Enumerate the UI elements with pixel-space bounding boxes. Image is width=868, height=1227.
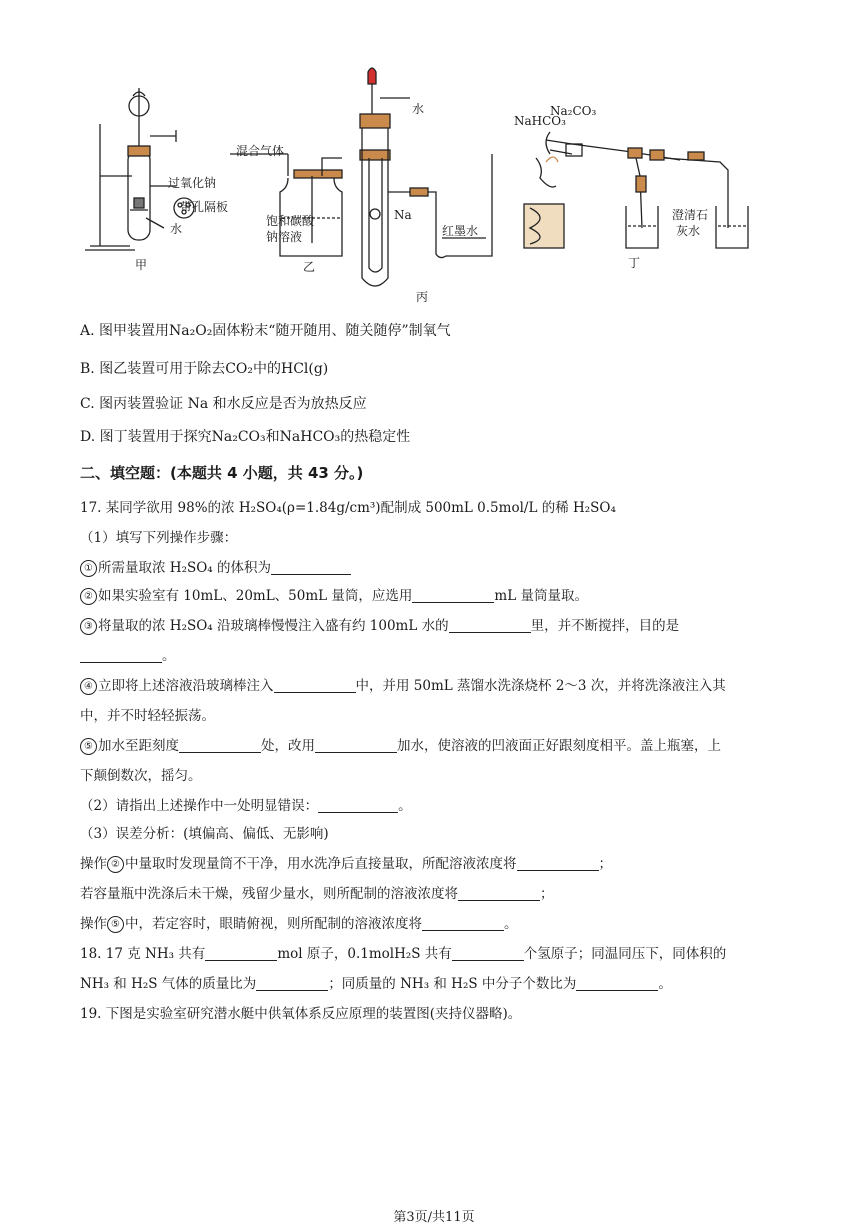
q17-step2: [80, 584, 588, 605]
error3-text: 中，若定容时，眼睛俯视，则所配制的溶液浓度将: [125, 916, 422, 932]
error1-end: ；: [598, 856, 612, 872]
step2-text: 如果实验室有 10mL、20mL、50mL 量筒，应选用: [98, 588, 413, 604]
step-number: ③: [80, 618, 97, 635]
answer-blank[interactable]: [576, 976, 658, 991]
q18-text-d: NH₃ 和 H₂S 气体的质量比为: [80, 976, 257, 992]
q19-stem: 19. 下图是实验室研究潜水艇中供氧体系反应原理的装置图(夹持仪器略)。: [80, 1006, 522, 1022]
apparatus-figure: [80, 58, 760, 308]
q17-step4-cont: 中，并不时轻轻振荡。: [80, 708, 215, 724]
label-na: Na: [394, 208, 412, 222]
label-ding: 丁: [628, 256, 641, 270]
error3-end: 。: [504, 916, 518, 932]
q18-text-a: 18. 17 克 NH₃ 共有: [80, 946, 206, 962]
answer-blank[interactable]: [205, 946, 277, 961]
part2-end: 。: [398, 798, 412, 814]
label-limewater-2: 灰水: [676, 224, 701, 238]
q18-text-b: mol 原子，0.1molH₂S 共有: [277, 946, 452, 962]
q17-step1: [80, 556, 351, 577]
answer-blank[interactable]: [517, 856, 599, 871]
answer-blank[interactable]: [271, 560, 351, 575]
q18-text-e: ；同质量的 NH₃ 和 H₂S 中分子个数比为: [328, 976, 577, 992]
q18-line1: [80, 942, 726, 962]
option-d: D. 图丁装置用于探究Na₂CO₃和NaHCO₃的热稳定性: [80, 429, 411, 445]
q17-step3-cont: [80, 644, 176, 664]
step-number: ④: [80, 678, 97, 695]
label-mixed-gas: 混合气体: [236, 144, 285, 158]
answer-blank[interactable]: [412, 588, 494, 603]
q17-stem: 17. 某同学欲用 98%的浓 H₂SO₄(ρ=1.84g/cm³)配制成 500mL 0.5mol/L 的稀 H₂SO₄: [80, 500, 616, 516]
page-footer: 第3页/共11页: [393, 1210, 475, 1225]
label-bing: 丙: [416, 290, 429, 304]
error2-text: 若容量瓶中洗涤后未干燥，残留少量水，则所配制的溶液浓度将: [80, 886, 458, 902]
step-number: ①: [80, 560, 97, 577]
answer-blank[interactable]: [422, 916, 504, 931]
q18-line2: [80, 972, 672, 992]
step-number: ②: [80, 588, 97, 605]
label-water-jia: 水: [170, 222, 183, 236]
step3-text: 将量取的浓 H₂SO₄ 沿玻璃棒慢慢注入盛有约 100mL 水的: [98, 618, 449, 634]
error2-end: ；: [540, 886, 554, 902]
q17-step4: [80, 674, 726, 695]
label-na2co3: Na₂CO₃: [550, 104, 597, 118]
section-heading: 二、填空题：(本题共 4 小题，共 43 分。): [80, 464, 364, 482]
step-number: ⑤: [107, 916, 124, 933]
q17-error1: [80, 852, 612, 873]
step5-text-tail: 加水，使溶液的凹液面正好跟刻度相平。盖上瓶塞，上: [397, 738, 721, 754]
option-b: B. 图乙装置可用于除去CO₂中的HCl(g): [80, 361, 329, 377]
q18-text-c: 个氢原子；同温同压下，同体积的: [523, 946, 727, 962]
step2-text-tail: mL 量筒量取。: [494, 588, 588, 604]
step3-end: 。: [162, 648, 176, 664]
step3-text-tail: 里，并不断搅拌，目的是: [530, 618, 680, 634]
label-yi: 乙: [303, 260, 316, 274]
label-porous-plate: 带孔隔板: [180, 200, 229, 214]
q18-text-f: 。: [658, 976, 672, 992]
step4-text-tail: 中，并用 50mL 蒸馏水洗涤烧杯 2～3 次，并将洗涤液注入其: [355, 678, 726, 694]
q17-step5-cont: 下颠倒数次，摇匀。: [80, 768, 202, 784]
q17-part2: [80, 794, 412, 814]
q17-part3: （3）误差分析：(填偏高、偏低、无影响): [80, 826, 329, 842]
answer-blank[interactable]: [256, 976, 328, 991]
step-number: ②: [107, 856, 124, 873]
option-a: A. 图甲装置用Na₂O₂固体粉末“随开随用、随关随停”制氧气: [80, 323, 451, 339]
answer-blank[interactable]: [449, 618, 531, 633]
q17-error3: [80, 912, 518, 933]
label-red-ink: 红墨水: [442, 224, 479, 238]
q17-step3: [80, 614, 679, 635]
q17-part1: （1）填写下列操作步骤：: [80, 530, 238, 546]
label-saturated: 饱和碳酸: [266, 214, 315, 228]
label-jia: 甲: [135, 258, 148, 272]
error1-prefix: 操作: [80, 856, 107, 872]
label-nahco3: NaHCO₃: [514, 114, 566, 128]
step-number: ⑤: [80, 738, 97, 755]
error1-text: 中量取时发现量筒不干净，用水洗净后直接量取，所配溶液浓度将: [125, 856, 517, 872]
answer-blank[interactable]: [80, 648, 162, 663]
option-c: C. 图丙装置验证 Na 和水反应是否为放热反应: [80, 396, 367, 412]
answer-blank[interactable]: [179, 738, 261, 753]
answer-blank[interactable]: [274, 678, 356, 693]
step4-text: 立即将上述溶液沿玻璃棒注入: [98, 678, 274, 694]
step5-text-mid: 处，改用: [261, 738, 315, 754]
label-sodium-solution: 钠溶液: [266, 230, 303, 244]
step5-text: 加水至距刻度: [98, 738, 179, 754]
error3-prefix: 操作: [80, 916, 107, 932]
q17-error2: [80, 882, 554, 902]
answer-blank[interactable]: [315, 738, 397, 753]
step1-text: 所需量取浓 H₂SO₄ 的体积为: [98, 560, 271, 576]
answer-blank[interactable]: [452, 946, 524, 961]
answer-blank[interactable]: [318, 798, 398, 813]
answer-blank[interactable]: [458, 886, 540, 901]
label-water-bing: 水: [412, 102, 425, 116]
part2-text: （2）请指出上述操作中一处明显错误：: [80, 798, 319, 814]
q17-step5: [80, 734, 721, 755]
label-limewater-1: 澄清石: [672, 208, 709, 222]
label-sodium-peroxide: 过氧化钠: [168, 176, 217, 190]
